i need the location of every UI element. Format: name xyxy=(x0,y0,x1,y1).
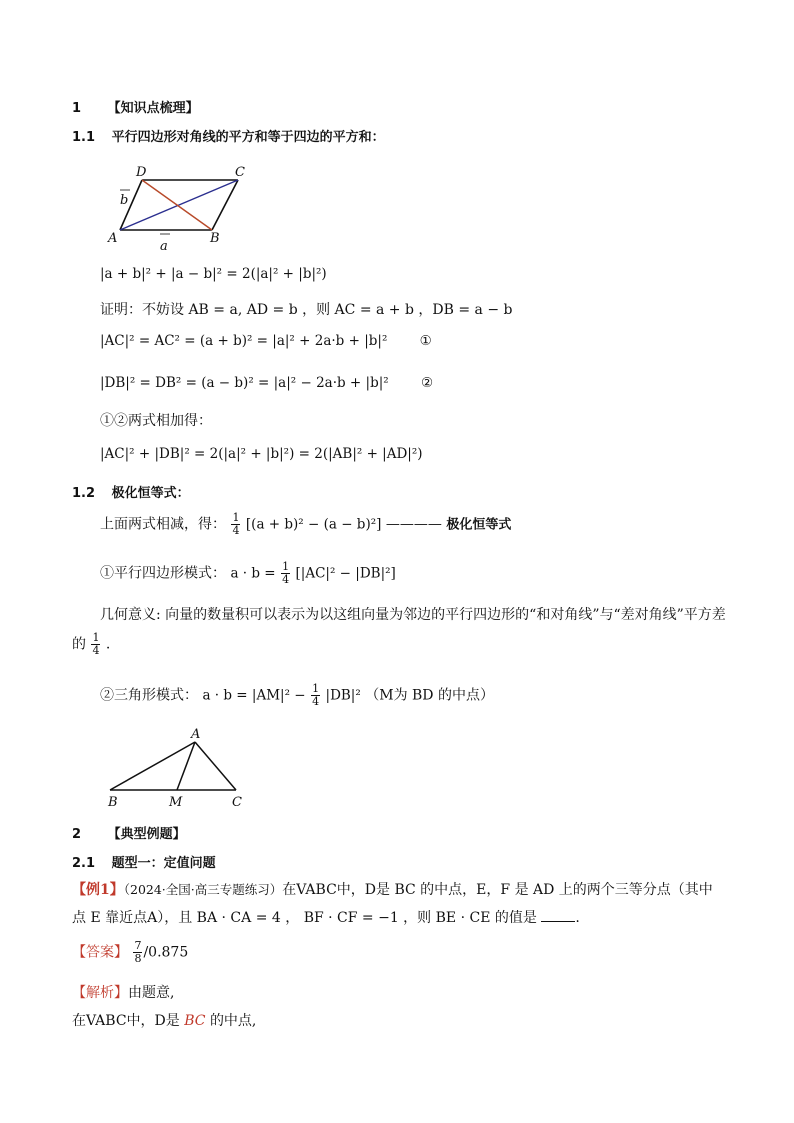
label-a: A xyxy=(191,727,201,742)
polarization-line xyxy=(100,512,511,537)
median-am xyxy=(177,742,195,790)
section-2-1-heading xyxy=(72,852,216,871)
proof-line-1: 证明：不妨设 AB = a, AD = b ，则 AC = a + b ，DB = a − b xyxy=(100,302,513,318)
answer-blank[interactable] xyxy=(541,909,575,922)
section-1-1-heading xyxy=(72,126,385,145)
proof-line-5: |AC|² + |DB|² = 2(|a|² + |b|²) = 2(|AB|² + |AD|²) xyxy=(100,446,423,462)
fraction-quarter: $\frac{1}{4}$ xyxy=(92,631,100,658)
geometric-meaning: 几何意义: 向量的数量积可以表示为以这组向量为邻边的平行四边形的“和对角线”与“差对角线”平方差 xyxy=(100,607,726,623)
intro-text: 上面两式相减，得： xyxy=(100,516,226,533)
identity-formula: |a + b|² + |a − b|² = 2(|a|² + |b|²) xyxy=(100,266,327,282)
answer-fraction: $\frac{7}{8}$ xyxy=(134,939,142,966)
side-bc xyxy=(212,180,238,230)
section-1-heading xyxy=(72,97,199,116)
mode-rhs: [|AC|² − |DB|²] xyxy=(295,565,396,582)
section-number: 1.1 xyxy=(72,130,96,145)
parallelogram-figure xyxy=(100,160,260,255)
fraction-quarter: $\frac{1}{4}$ xyxy=(282,560,290,587)
section-title: 【知识点梳理】 xyxy=(107,101,199,116)
section-title: 题型一：定值问题 xyxy=(111,856,216,871)
example-line-1 xyxy=(72,879,713,899)
analysis-line-1 xyxy=(72,982,174,1002)
section-number: 1.2 xyxy=(72,486,96,501)
side-ac xyxy=(195,742,236,790)
proof-line-3 xyxy=(100,375,433,391)
section-number: 1 xyxy=(72,101,82,116)
polarization-expr: [(a + b)² − (a − b)²] xyxy=(245,516,382,533)
section-title: 极化恒等式： xyxy=(111,486,190,501)
example-text: 在VABC中，D是 BC 的中点，E，F 是 AD 上的两个三等分点（其中 xyxy=(282,882,713,898)
mode-label: ②三角形模式： xyxy=(100,687,198,704)
geometric-meaning-cont: 的 $\frac{1}{4}$ . xyxy=(72,631,111,658)
analysis-text: 由题意, xyxy=(128,985,175,1001)
label-vec-a: a xyxy=(160,239,168,254)
diagonal-ac xyxy=(120,180,238,230)
analysis-line-2: 在VABC中，D是 BC 的中点, xyxy=(72,1013,257,1029)
triangle-figure xyxy=(100,722,260,810)
section-2-heading xyxy=(72,823,186,842)
label-d: D xyxy=(136,165,147,180)
mode-lhs: a · b = |AM|² − xyxy=(202,687,306,704)
polarization-label: 极化恒等式 xyxy=(446,517,512,533)
mode-note: （M为 BD 的中点） xyxy=(365,687,494,704)
section-number: 2 xyxy=(72,827,82,842)
dash: ———— xyxy=(385,516,442,533)
mode-lhs: a · b = xyxy=(230,565,276,582)
label-c: C xyxy=(235,165,245,180)
example-line-2: 点 E 靠近点A），且 BA · CA = 4 ， BF · CF = −1 ，则 BE · CE 的值是 . xyxy=(72,910,580,926)
label-m: M xyxy=(169,795,183,810)
mode-label: ①平行四边形模式： xyxy=(100,565,226,582)
example-tag: 【例1】 xyxy=(72,882,124,898)
label-b: B xyxy=(210,231,220,246)
label-b: B xyxy=(108,795,118,810)
parallelogram-mode xyxy=(100,561,396,586)
analysis-tag: 【解析】 xyxy=(72,985,128,1001)
triangle-mode xyxy=(100,683,494,708)
section-title: 平行四边形对角线的平方和等于四边的平方和： xyxy=(111,130,385,145)
label-a: A xyxy=(108,231,118,246)
section-title: 【典型例题】 xyxy=(107,827,186,842)
answer-tag: 【答案】 xyxy=(72,944,128,961)
section-number: 2.1 xyxy=(72,856,96,871)
proof-line-2 xyxy=(100,333,432,349)
fraction-quarter: $\frac{1}{4}$ xyxy=(312,682,320,709)
label-c: C xyxy=(232,795,242,810)
example-source: （2024·全国·高三专题练习） xyxy=(123,882,283,897)
answer-decimal: /0.875 xyxy=(143,944,189,961)
proof-line-4: ①②两式相加得： xyxy=(100,413,212,429)
mode-rhs: |DB|² xyxy=(325,687,361,704)
formula: |DB|² = DB² = (a − b)² = |a|² − 2a·b + |b|² xyxy=(100,375,389,391)
circle-mark-1: ① xyxy=(419,333,432,349)
fraction-quarter: $\frac{1}{4}$ xyxy=(232,511,240,538)
side-ab xyxy=(110,742,195,790)
label-vec-b: b xyxy=(120,193,129,208)
section-1-2-heading xyxy=(72,482,190,501)
answer-line xyxy=(72,940,188,965)
circle-mark-2: ② xyxy=(421,375,434,391)
formula: |AC|² = AC² = (a + b)² = |a|² + 2a·b + |b|² xyxy=(100,333,388,349)
diagonal-bd xyxy=(142,180,212,230)
